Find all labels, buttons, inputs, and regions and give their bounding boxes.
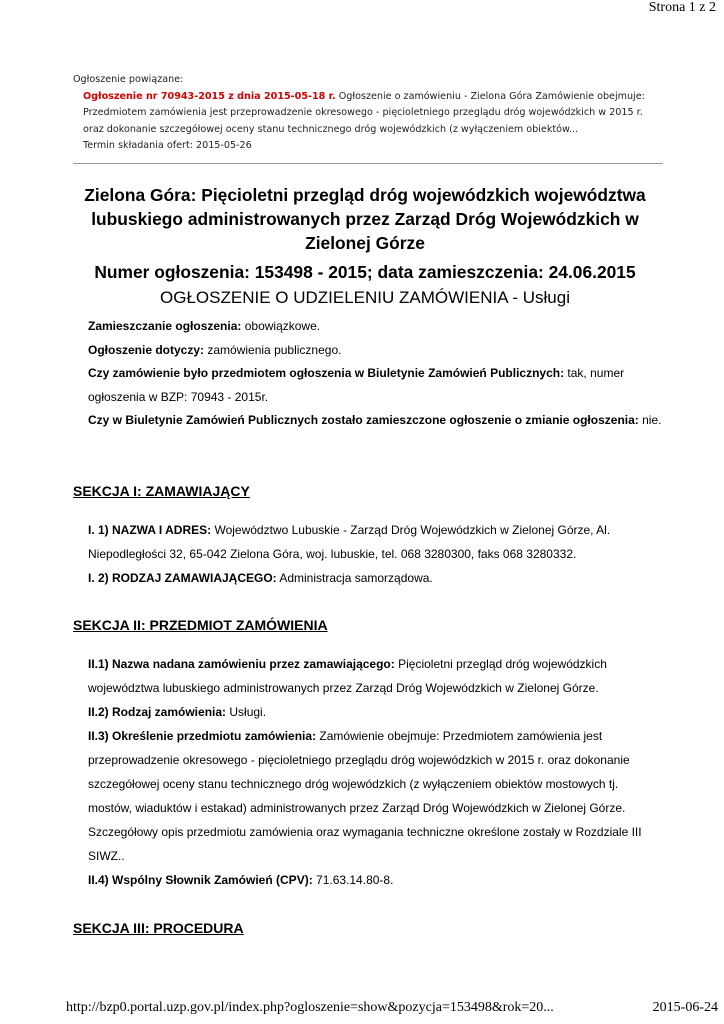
item-label: II.1) Nazwa nadana zamówieniu przez zamawiającego:	[88, 657, 395, 671]
section-1-heading: SEKCJA I: ZAMAWIAJĄCY	[73, 483, 250, 499]
meta-label: Czy zamówienie było przedmiotem ogłoszenia w Biuletynie Zamówień Publicznych:	[88, 366, 565, 380]
item-label: II.4) Wspólny Słownik Zamówień (CPV):	[88, 873, 313, 887]
meta-value: obowiązkowe.	[241, 319, 321, 333]
meta-value: tak, numer ogłoszenia w BZP: 70943 - 2015r.	[88, 366, 625, 404]
item-value: Pięcioletni przegląd dróg wojewódzkich województwa lubuskiego administrowanych przez Zarząd Dróg Wojewódzkich w Zielonej Górze.	[88, 657, 607, 695]
related-body	[73, 89, 663, 139]
page-footer	[66, 1000, 718, 1016]
footer-url: http://bzp0.portal.uzp.gov.pl/index.php?ogloszenie=show&pozycja=153498&rok=20...	[66, 1000, 554, 1015]
related-notice	[73, 72, 663, 164]
meta-label: Zamieszczanie ogłoszenia:	[88, 319, 242, 333]
item-value: Usługi.	[226, 705, 267, 719]
section-3-heading: SEKCJA III: PROCEDURA	[73, 920, 244, 936]
page-number: Strona 1 z 2	[648, 0, 716, 15]
meta-row	[88, 315, 668, 339]
section-2-item	[88, 700, 656, 724]
meta-value: zamówienia publicznego.	[204, 342, 342, 357]
section-2-item	[88, 868, 656, 892]
related-label: Ogłoszenie powiązane:	[73, 74, 184, 85]
related-text: Ogłoszenie o zamówieniu - Zielona Góra Zamówienie obejmuje: Przedmiotem zamówienia jest przeprowadzenie okresowego - pięcioletniego przeglądu dróg wojewódzkich w 2015 r. oraz dokonanie szczegółowej oceny stanu technicznego dróg wojewódzkich (z wyłączeniem obiektów...	[83, 90, 645, 135]
meta-row	[88, 409, 668, 433]
section-2-item	[88, 652, 656, 700]
notice-type: OGŁOSZENIE O UDZIELENIU ZAMÓWIENIA - Usługi	[160, 288, 570, 307]
section-2-body	[88, 652, 656, 892]
section-2-item	[88, 724, 656, 868]
item-value: Zamówienie obejmuje: Przedmiotem zamówienia jest przeprowadzenie okresowego - pięcioletniego przeglądu dróg wojewódzkich w 2015 r. oraz dokonanie szczegółowej oceny stanu technicznego dróg wojewódzkich (z wyłączeniem obiektów mostowych tj. mostów, wiaduktów i estakad) administrowanych przez Zarząd Dróg Wojewódzkich w Zielonej Górze. Szczegółowy opis przedmiotu zamówienia oraz wymagania techniczne określone zostały w Rozdziale III SIWZ..	[88, 729, 642, 863]
footer-date: 2015-06-24	[652, 1000, 718, 1015]
meta-label: Czy w Biuletynie Zamówień Publicznych zostało zamieszczone ogłoszenie o zmianie ogłoszenia:	[88, 413, 639, 427]
meta-label: Ogłoszenie dotyczy:	[88, 342, 205, 357]
meta-row	[88, 339, 668, 363]
section-2-heading: SEKCJA II: PRZEDMIOT ZAMÓWIENIA	[73, 617, 328, 633]
item-label: II.2) Rodzaj zamówienia:	[88, 705, 227, 719]
item-label: I. 1) NAZWA I ADRES:	[88, 523, 212, 537]
section-1-item	[88, 518, 656, 566]
meta-row	[88, 362, 668, 409]
notice-meta	[88, 315, 668, 433]
item-value: Administracja samorządowa.	[276, 571, 433, 585]
item-value: 71.63.14.80-8.	[312, 873, 394, 887]
notice-number: Numer ogłoszenia: 153498 - 2015; data zamieszczenia: 24.06.2015	[94, 262, 636, 282]
document-title: Zielona Góra: Pięcioletni przegląd dróg wojewódzkich województwa lubuskiego administrowanych przez Zarząd Dróg Wojewódzkich w Zielonej Górze	[84, 185, 646, 253]
section-1-item	[88, 566, 656, 590]
item-value: Województwo Lubuskie - Zarząd Dróg Wojewódzkich w Zielonej Górze, Al. Niepodległości 32, 65-042 Zielona Góra, woj. lubuskie, tel. 068 3280300, faks 068 3280332.	[88, 523, 611, 561]
section-1-body	[88, 518, 656, 590]
item-label: II.3) Określenie przedmiotu zamówienia:	[88, 729, 317, 743]
related-deadline: Termin składania ofert: 2015-05-26	[83, 140, 252, 151]
item-label: I. 2) RODZAJ ZAMAWIAJĄCEGO:	[88, 571, 277, 585]
related-notice-link[interactable]: Ogłoszenie nr 70943-2015 z dnia 2015-05-18 r.	[83, 90, 336, 102]
meta-value: nie.	[638, 413, 662, 427]
